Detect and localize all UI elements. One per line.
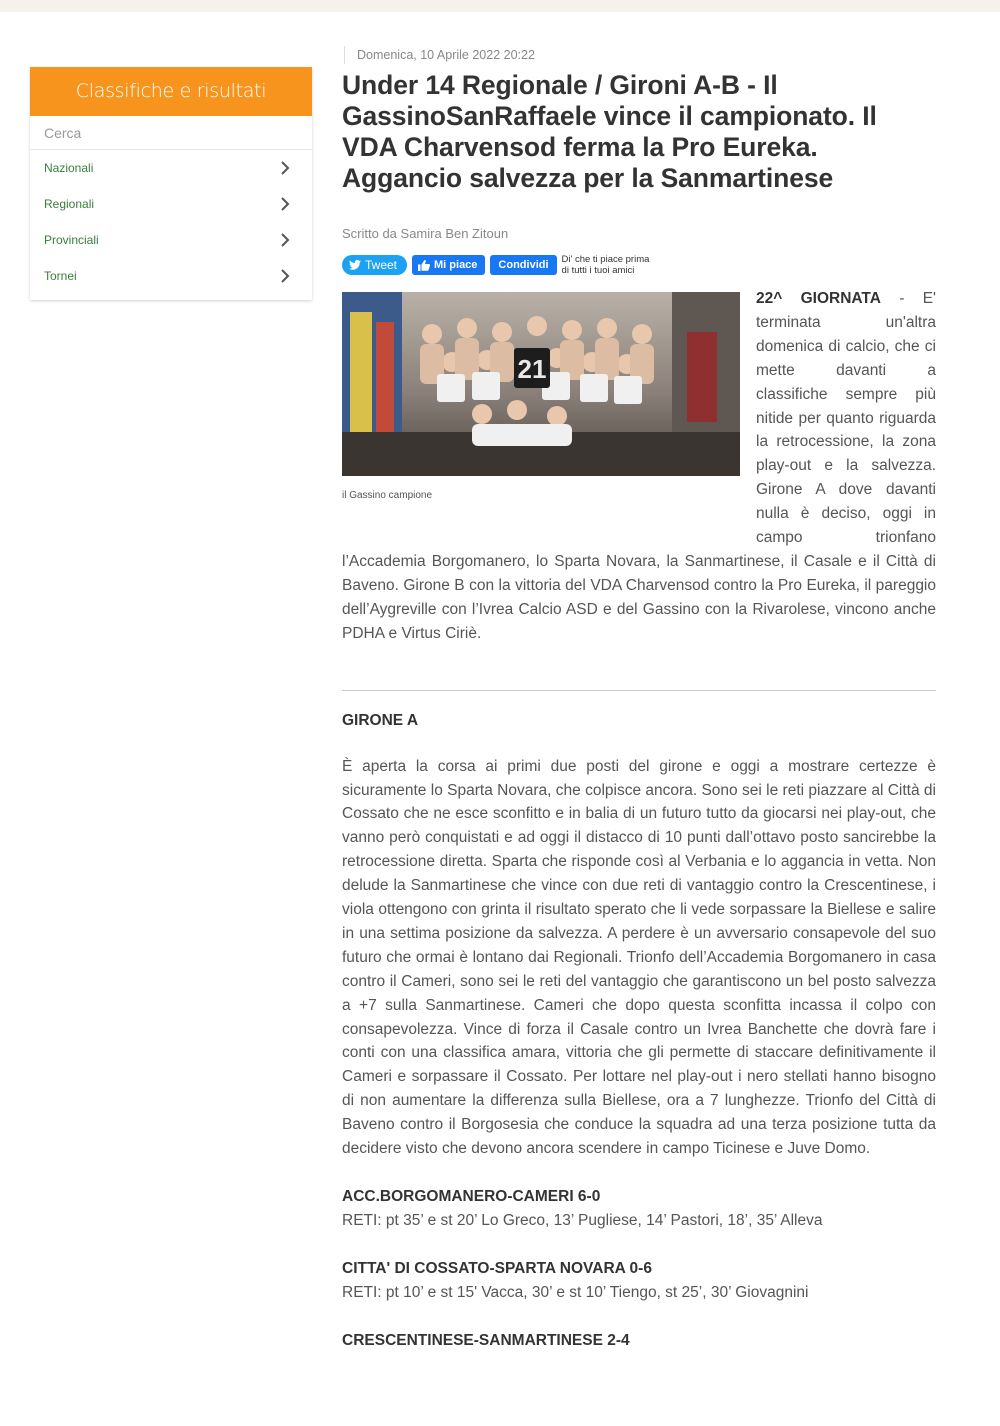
sidebar: [30, 67, 312, 300]
article: [342, 46, 936, 1353]
sidebar-item-label: Regionali: [44, 197, 95, 211]
top-strip: [0, 0, 1000, 12]
divider: [342, 690, 936, 691]
fb-like-note: Di' che ti piace prima di tutti i tuoi amici: [561, 254, 650, 276]
match-title: CITTA' DI COSSATO-SPARTA NOVARA 0-6: [342, 1260, 652, 1277]
twitter-bird-icon: [349, 260, 361, 270]
sidebar-item-nazionali[interactable]: [30, 150, 312, 186]
like-button[interactable]: [412, 255, 485, 275]
article-title: Under 14 Regionale / Gironi A-B - Il GassinoSanRaffaele vince il campionato. Il VDA Charvensod ferma la Pro Eureka. Aggancio salvezza per la Sanmartinese: [342, 70, 877, 193]
sidebar-item-label: Tornei: [44, 269, 77, 283]
match-goals: RETI: pt 35’ e st 20’ Lo Greco, 13’ Pugliese, 14’ Pastori, 18’, 35’ Alleva: [342, 1212, 823, 1229]
sidebar-item-regionali[interactable]: [30, 186, 312, 222]
chevron-right-icon: [278, 233, 292, 247]
svg-text:21: 21: [517, 354, 547, 384]
social-bar: [342, 254, 936, 276]
sidebar-item-provinciali[interactable]: [30, 222, 312, 258]
intro-lead: 22^ GIORNATA: [756, 290, 881, 307]
image-caption: il Gassino campione: [342, 490, 433, 501]
section-girone-a-text: È aperta la corsa ai primi due posti del girone e oggi a mostrare certezze è sicuramente lo Sparta Novara, che colpisce ancora. Sono sei le reti piazzare al Città di Cossato che ne esce sconfitto e in balia di un futuro tutto da giocarsi nei play-out, che vanno però conquistati e ad oggi il distacco di 10 punti dall’ottavo posto sancirebbe la retrocessione diretta. Sparta che risponde così al Verbania e lo aggancia in vetta. Non delude la Sanmartinese che vince con due reti di vantaggio contro la Crescentinese, i viola ottengono con grinta il risultato sperato che li vede sorpassare la Biellese e salire in una settima posizione da salvezza. A perdere è un avversario consapevole del suo futuro che ormai è lontano dai Regionali. Trionfo dell’Accademia Borgomanero in casa contro il Cameri, sono sei le reti del vantaggio che garantiscono un bel posto salvezza a +7 sulla Sanmartinese. Cameri che dopo questa sconfitta incassa il colpo con consapevolezza. Vince di forza il Casale contro un Ivrea Banchette che dovrà fare i conti con una classifica amara, vittoria che gli permette di staccare definitivamente il Cameri e sorpassare il Cossato. Per lottare nel play-out i nero stellati hanno bisogno di non aumentare la differenza sulla Biellese, ora a 7 lunghezze. Trionfo del Città di Baveno contro il Borgosesia che conduce la squadra ad una terza posizione tutta da decidere visto che devono ancora scendere in campo Ticinese e Juve Domo.: [342, 757, 936, 1158]
match-title: ACC.BORGOMANERO-CAMERI 6-0: [342, 1188, 601, 1205]
intro-text: - E' terminata un'altra domenica di calcio, che ci mette davanti a classifiche sempre più nitide per quanto riguarda la retrocessione, la zona play-out e la salvezza. Girone A dove davanti nulla è deciso, oggi in campo trionfano l’Accademia Borgomanero, lo Sparta Novara, la Sanmartinese, il Casale e il Città di Baveno. Girone B con la vittoria del VDA Charvensod contro la Pro Eureka, il pareggio dell’Aygreville con l’Ivrea Calcio ASD e del Gassino con la Rivarolese, vincono anche PDHA e Virtus Ciriè.: [342, 290, 936, 642]
tweet-label: Tweet: [365, 258, 398, 272]
sidebar-item-label: Nazionali: [44, 161, 94, 175]
match-block: [342, 1185, 936, 1233]
sidebar-list: [30, 150, 312, 300]
sidebar-item-label: Provinciali: [44, 233, 99, 247]
chevron-right-icon: [278, 197, 292, 211]
section-girone-a-title: GIRONE A: [342, 711, 419, 729]
tweet-button[interactable]: [342, 255, 407, 275]
match-goals: RETI: pt 10’ e st 15' Vacca, 30’ e st 10’ Tiengo, st 25’, 30’ Giovagnini: [342, 1284, 809, 1301]
sidebar-title: Classifiche e risultati: [30, 67, 312, 116]
share-button[interactable]: Condividi: [490, 255, 556, 275]
thumbs-up-icon: [418, 260, 430, 271]
article-date: Domenica, 10 Aprile 2022 20:22: [344, 46, 535, 64]
chevron-right-icon: [278, 269, 292, 283]
team-photo: [342, 292, 740, 476]
article-author: Scritto da Samira Ben Zitoun: [342, 226, 509, 241]
article-figure: [342, 292, 740, 543]
sidebar-search: [30, 116, 312, 150]
match-title: CRESCENTINESE-SANMARTINESE 2-4: [342, 1332, 630, 1349]
match-block: [342, 1329, 936, 1353]
match-block: [342, 1257, 936, 1305]
chevron-right-icon: [278, 161, 292, 175]
like-label: Mi piace: [434, 259, 478, 271]
sidebar-item-tornei[interactable]: [30, 258, 312, 294]
search-input[interactable]: [44, 125, 284, 141]
